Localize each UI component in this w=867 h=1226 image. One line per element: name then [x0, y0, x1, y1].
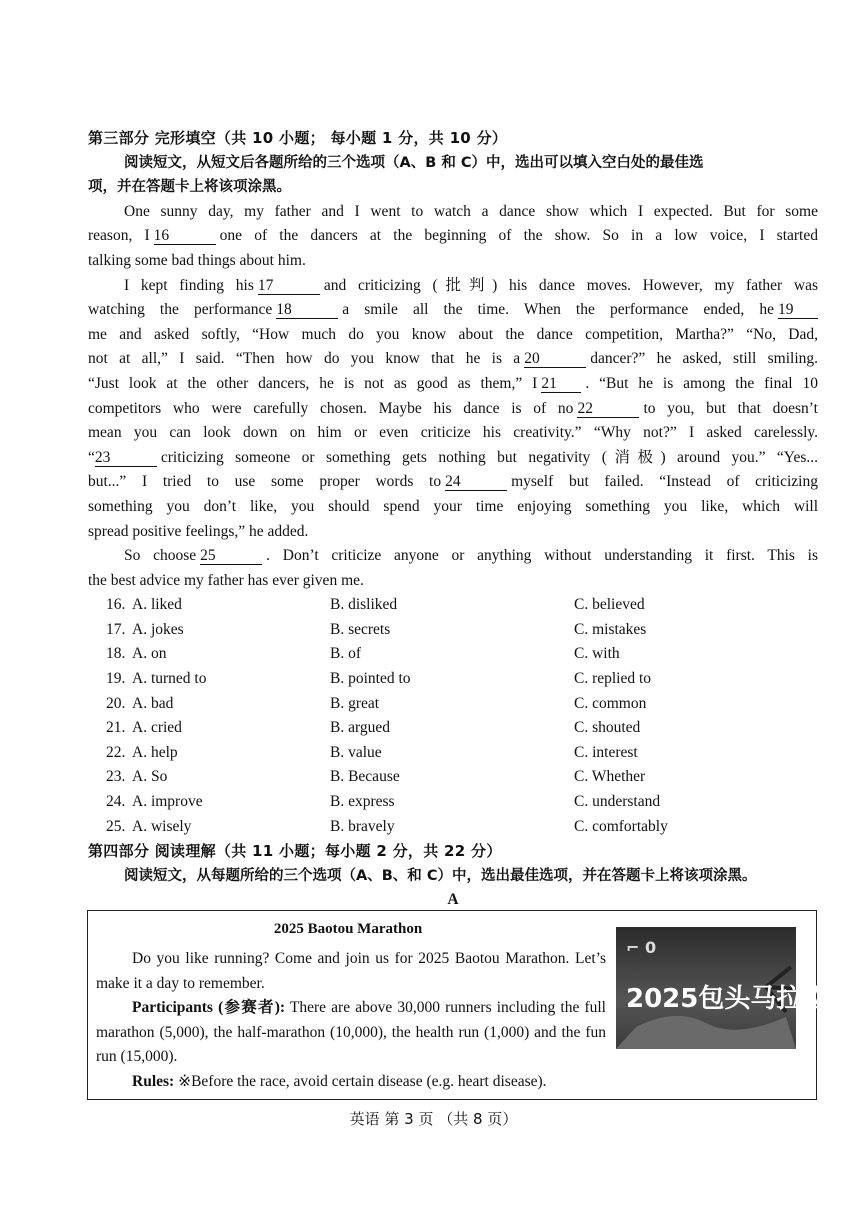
cloze-passage [88, 200, 818, 594]
passage-line: not at all,” I said. “Then how do you know that he is a 20 dancer?” he asked, still smiling. [88, 350, 819, 368]
passage-line: mean you can look down on him or even criticize his creativity.” “Why not?” I asked carelessly. [88, 424, 818, 442]
option-a: A. improve [132, 793, 203, 811]
option-c: C. interest [574, 743, 638, 761]
blank-22: 22 [577, 401, 639, 418]
passage-line: but...” I tried to use some proper words to 24 myself but failed. “Instead of criticizing [88, 473, 818, 491]
part-label: A [447, 891, 459, 909]
option-row [88, 741, 818, 766]
passage-line: watching the performance 18 a smile all the time. When the performance ended, he 19 [88, 298, 818, 323]
section3-instruction-2: 项，并在答题卡上将该项涂黑。 [88, 179, 291, 196]
passage-line: I kept finding his 17 and criticizing (批判) his dance moves. However, my father was [124, 276, 818, 294]
option-a: A. So [132, 768, 168, 786]
passage-line: the best advice my father has ever given me. [88, 571, 364, 589]
option-c: C. replied to [574, 670, 652, 688]
question-number: 18. [106, 645, 126, 663]
option-b: B. secrets [330, 620, 391, 638]
option-b: B. value [330, 743, 382, 761]
passage-line: me and asked softly, “How much do you know about the dance competition, Martha?” “No, Dad, [88, 325, 818, 343]
option-c: C. mistakes [574, 620, 647, 638]
question-number: 16. [106, 596, 126, 614]
option-row [88, 667, 818, 692]
question-number: 21. [106, 719, 126, 737]
blank-25: 25 [200, 548, 262, 565]
svg-text:⌐ 0: ⌐ 0 [626, 938, 657, 957]
question-number: 20. [106, 694, 126, 712]
option-c: C. believed [574, 596, 645, 614]
section3-title: 第三部分 完形填空（共 10 小题； 每小题 1 分，共 10 分） [88, 129, 508, 147]
option-c: C. common [574, 694, 647, 712]
option-c: C. understand [574, 793, 661, 811]
passage-line: talking some bad things about him. [88, 251, 306, 269]
passage-line: So choose 25 . Don’t criticize anyone or anything without understanding it first. This is [124, 547, 819, 565]
option-row [88, 716, 818, 741]
option-b: B. Because [330, 768, 400, 786]
blank-23: 23 [95, 450, 157, 467]
question-number: 19. [106, 670, 126, 688]
marathon-poster-image [616, 927, 855, 1049]
option-a: A. turned to [132, 670, 207, 688]
section4-instruction: 阅读短文，从每题所给的三个选项（A、B、和 C）中，选出最佳选项，并在答题卡上将该项涂黑。 [124, 867, 757, 884]
option-b: B. argued [330, 719, 390, 737]
marathon-title: 2025 Baotou Marathon [273, 921, 423, 937]
exam-page [88, 126, 818, 913]
marathon-rules: Rules: ※Before the race, avoid certain disease (e.g. heart disease). [132, 1072, 547, 1090]
option-a: A. on [132, 645, 167, 663]
marathon-intro: Do you like running? Come and join us for 2025 Baotou Marathon. Let’s make it a day to remember. [96, 950, 606, 992]
option-row [88, 790, 818, 815]
passage-line: competitors who were carefully chosen. Maybe his dance is of no 22 to you, but that doesn’t [88, 399, 818, 417]
passage-line: reason, I 16 one of the dancers at the beginning of the show. So in a low voice, I started [88, 227, 818, 245]
question-number: 22. [106, 743, 126, 761]
passage-line: something you don’t like, you should spend your time enjoying something you like, which will [88, 497, 818, 515]
option-b: B. disliked [330, 596, 398, 614]
option-b: B. great [330, 694, 380, 712]
blank-21: 21 [541, 376, 581, 393]
poster-title: 2025包头马拉松赛 [626, 984, 855, 1014]
blank-17: 17 [258, 278, 320, 295]
question-number: 25. [106, 817, 126, 835]
option-row [88, 618, 818, 643]
passage-line: “Just look at the other dancers, he is not as good as them,” I 21 . “But he is among the final 10 [88, 374, 818, 392]
options-list [88, 593, 818, 839]
option-b: B. of [330, 645, 361, 663]
page-footer: 英语 第 3 页 （共 8 页） [349, 1110, 518, 1128]
option-c: C. comfortably [574, 817, 668, 835]
section4-title: 第四部分 阅读理解（共 11 小题；每小题 2 分，共 22 分） [88, 842, 502, 861]
passage-line: One sunny day, my father and I went to watch a dance show which I expected. But for some [124, 202, 818, 220]
option-a: A. cried [132, 719, 182, 737]
option-row [88, 593, 818, 618]
option-a: A. wisely [132, 817, 192, 835]
option-a: A. jokes [132, 620, 184, 638]
blank-18: 18 [276, 302, 338, 319]
option-c: C. shouted [574, 719, 641, 737]
marathon-box [87, 910, 855, 1100]
option-c: C. with [574, 645, 620, 663]
blank-16: 16 [154, 228, 216, 245]
option-row [88, 765, 818, 790]
option-b: B. express [330, 793, 395, 811]
question-number: 23. [106, 768, 126, 786]
marathon-text [96, 947, 606, 1095]
passage-line: spread positive feelings,” he added. [88, 522, 309, 540]
question-number: 17. [106, 620, 126, 638]
blank-20: 20 [524, 351, 586, 368]
option-row [88, 815, 818, 840]
option-a: A. bad [132, 694, 174, 712]
option-b: B. bravely [330, 817, 395, 835]
option-c: C. Whether [574, 768, 646, 786]
blank-24: 24 [445, 474, 507, 491]
option-a: A. help [132, 743, 178, 761]
marathon-participants: Participants (参赛者): There are above 30,000 runners including the full marathon (5,000), the half-marathon (10,000), the health run (1,000) and the fun run (15,000). [96, 999, 606, 1066]
passage-line: “23 criticizing someone or something gets nothing but negativity (消极) around you.” “Yes... [88, 448, 818, 466]
section3-instruction-1: 阅读短文，从短文后各题所给的三个选项（A、B 和 C）中，选出可以填入空白处的最佳选 [124, 154, 704, 171]
option-b: B. pointed to [330, 670, 411, 688]
question-number: 24. [106, 793, 126, 811]
option-row [88, 692, 818, 717]
option-a: A. liked [132, 596, 182, 614]
option-row [88, 642, 818, 667]
blank-19: 19 [778, 302, 818, 319]
